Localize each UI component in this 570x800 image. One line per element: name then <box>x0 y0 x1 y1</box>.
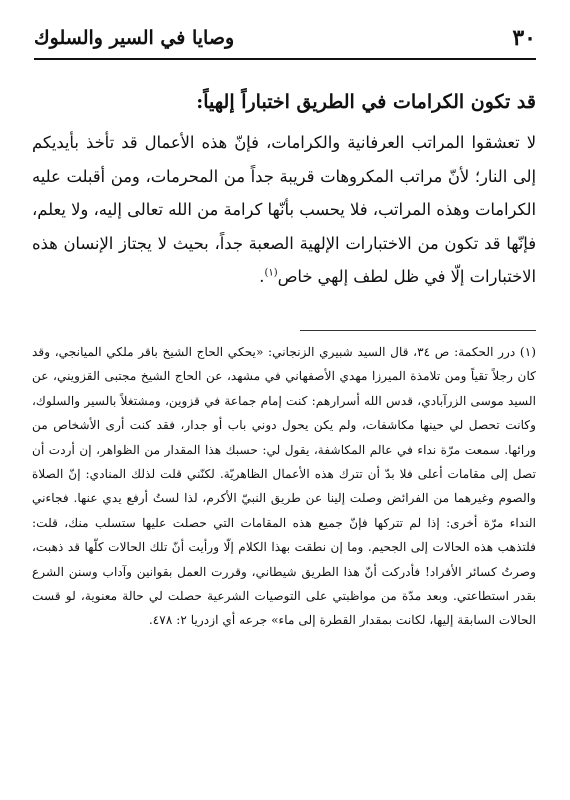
body-paragraph <box>32 126 536 294</box>
body-text: لا تعشقوا المراتب العرفانية والكرامات، فإنّ هذه الأعمال قد تأخذ بأيديكم إلى النار؛ لأنّ مراتب المكروهات قريبة جداً من المحرمات، ومن أقبلت عليه الكرامات وهذه المراتب، فلا يحسب بأنّها كرامة من الله تعالى إليه، ولا يعلم، فإنّها قد تكون من الاختبارات الإلهية الصعبة جداً، بحيث لا يجتاز الإنسان هذه الاختبارات إلّا في ظل لطف إلهي خاص <box>32 133 536 286</box>
body-end-punctuation: . <box>259 267 265 286</box>
section-heading: قد تكون الكرامات في الطريق اختباراً إلهياً: <box>196 91 536 113</box>
main-text <box>32 88 536 294</box>
page-number: ٣٠ <box>512 25 536 51</box>
footnote-reference[interactable]: (١) <box>264 267 278 279</box>
footnote: (١) درر الحكمة: ص ٣٤، قال السيد شبيري الزنجاني: «يحكي الحاج الشيخ باقر ملكي الميانجي، وقد كان رجلاً تقياً ومن تلامذة الميرزا مهدي الأصفهاني في مشهد، عن الحاج الشيخ مجتبى القزويني، عن السيد موسى الزرآبادي، قدس الله أسرارهم: كنت إمام جماعة في قزوين، ومشتغلاً بالسير والسلوك، وكانت تحصل لي حينها مكاشفات، ولم يكن يحول دوني باب أو جدار، فقد كنت أرى الأشخاص من ورائها. سمعت مرّة نداء في عالم المكاشفة، يقول لي: حسبك هذا المقدار من الظواهر، إن أردت أن تصل إلى مقامات أعلى فلا بدّ أن تترك هذه الأعمال الظاهريّة. لكنّني قلت لذلك المنادي: إنّ الصلاة والصوم وغيرهما من الفرائض وصلت إلينا عن طريق النبيّ الأكرم، لذا لستُ أرفع يدي عنها. فجاءني النداء مرّة أخرى: إذا لم تتركها فإنّ جميع هذه المقامات التي حصلت عليها ستسلب منك، قلت: فلتذهب هذه الحالات إلى الجحيم. وما إن نطقت بهذا الكلام إلّا ورأيت أنّ تلك الحالات كلّها قد ذهبت، وصرتُ كسائر الأفراد! فأدركت أنّ هذا الطريق شيطاني، وقررت العمل بقوانين وآداب وسنن الشرع بقدر استطاعتي. وبعد مدّة من مواظبتي على التوصيات الشرعية حصلت لي حالة معنوية، لو قست الحالات السابقة إليها، لكانت بمقدار القطرة إلى ماء» جرعه أي ازدريا ٢: ٤٧٨. <box>32 345 536 628</box>
running-header <box>34 18 536 60</box>
footnote-separator <box>300 330 536 331</box>
running-title: وصايا في السير والسلوك <box>34 27 235 49</box>
